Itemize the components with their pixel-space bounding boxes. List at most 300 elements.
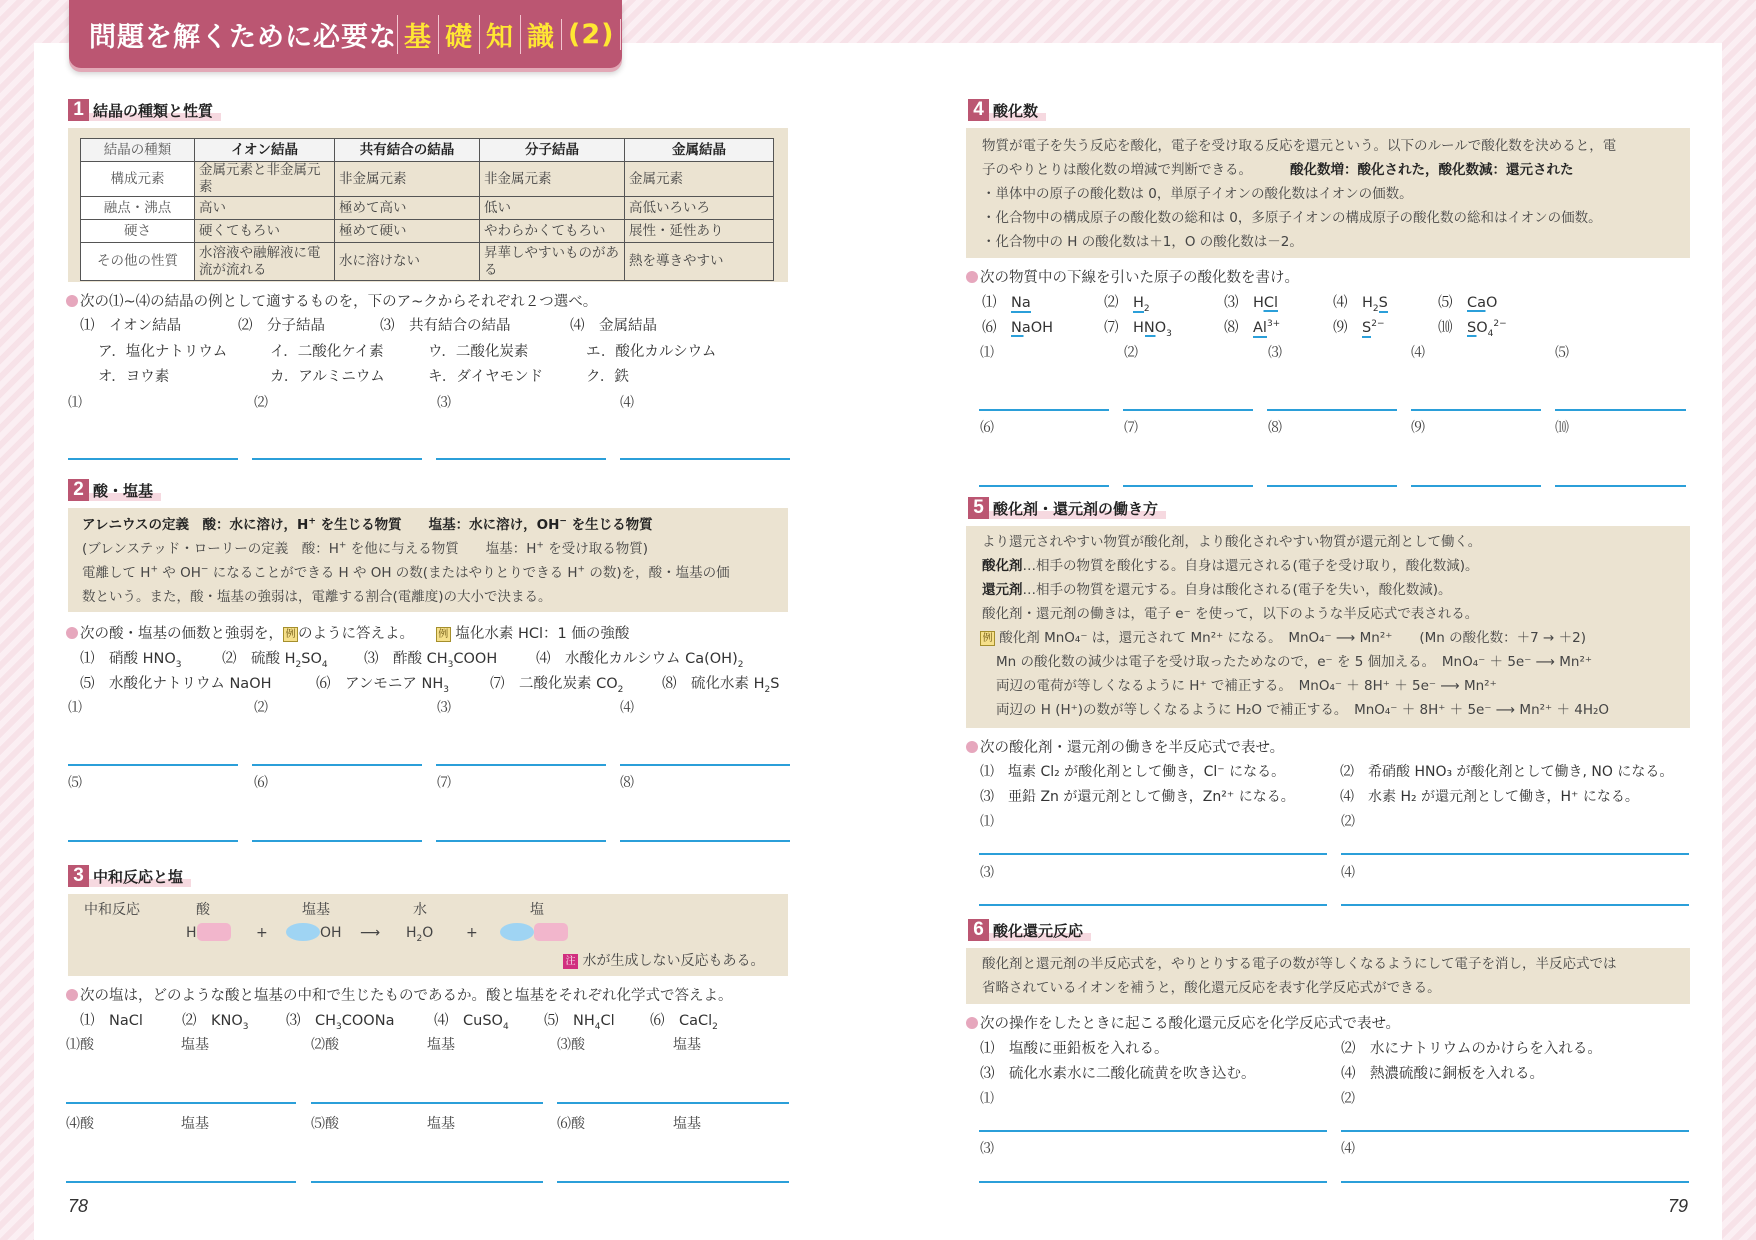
- valence-explanation: [82, 561, 788, 585]
- answer-label: ⑼: [1411, 420, 1425, 436]
- underlined-atom: S: [1362, 320, 1372, 336]
- text: 酸化剤 MnO₄⁻ は，還元されて Mn²⁺ になる。 MnO₄⁻ ⟶ Mn²⁺ (Mn の酸化数：＋7 → ＋2): [999, 630, 1586, 646]
- salt-label: 塩: [530, 902, 544, 918]
- banner-highlight: 礎: [438, 15, 479, 54]
- section-title: 酸化還元反応: [989, 920, 1091, 941]
- subscript: 3: [447, 659, 454, 670]
- note: [563, 949, 764, 973]
- example-icon: 例: [436, 627, 451, 642]
- formula-item: [1224, 291, 1278, 312]
- text: ⑴ 硝酸 HNO: [80, 651, 176, 667]
- question-item: ⑶ 硫化水素水に二酸化硫黄を吹き込む。: [980, 1066, 1256, 1082]
- text: ⑷ CuSO: [434, 1013, 503, 1029]
- example-icon: 例: [980, 631, 995, 646]
- text: …相手の物質を酸化する。自身は還元される(電子を受け取り，酸化数減)。: [1022, 558, 1479, 574]
- table-row: [81, 197, 774, 220]
- bullet-icon: [66, 627, 78, 639]
- question-item: [364, 647, 497, 668]
- text: …相手の物質を還元する。自身は酸化される(電子を失い，酸化数減)。: [1022, 582, 1452, 598]
- text: ⑺ 二酸化炭素 CO: [490, 676, 618, 692]
- bullet-icon: [966, 271, 978, 283]
- formula-item: [982, 291, 1031, 312]
- page-number-right: 79: [1668, 1196, 1689, 1216]
- table-header: 共有結合の結晶: [335, 139, 480, 162]
- answer-line[interactable]: [620, 840, 790, 842]
- item-number: ⑴: [982, 295, 997, 311]
- section-number: 2: [68, 479, 89, 501]
- question-text: のように答えよ。: [298, 626, 436, 642]
- answer-line[interactable]: [66, 1102, 296, 1104]
- example-line: Mn の酸化数の減少は電子を受け取ったためなので，e⁻ を 5 個加える。 MnO₄⁻ ＋ 5e⁻ ⟶ Mn²⁺: [996, 654, 1593, 670]
- question-item: ⑵ 水にナトリウムのかけらを入れる。: [1341, 1041, 1602, 1057]
- text: を生じる物質 塩基：水に溶け，OH: [315, 517, 560, 533]
- answer-line[interactable]: [979, 853, 1327, 855]
- text: SO: [301, 651, 322, 667]
- table-header-row: [81, 139, 774, 162]
- choice: ア．塩化ナトリウム: [98, 344, 228, 360]
- section-number: 5: [968, 497, 989, 519]
- choice: カ．アルミニウム: [270, 369, 385, 385]
- text: Cl: [600, 1013, 615, 1029]
- crystal-table-box: [68, 128, 788, 282]
- answer-label-acid: ⑷酸: [66, 1116, 94, 1132]
- emphasis-text: 酸化剤: [982, 558, 1023, 574]
- subscript: 2: [295, 659, 302, 670]
- section-title: 酸化剤・還元剤の働き方: [989, 498, 1166, 519]
- answer-line[interactable]: [979, 1181, 1327, 1183]
- answer-label: ⑷: [1341, 1141, 1355, 1157]
- table-cell: 高い: [195, 197, 335, 220]
- superscript: +: [150, 564, 158, 575]
- page-banner: [69, 0, 622, 68]
- example-text: 塩化水素 HCl：1 価の強酸: [450, 626, 630, 642]
- water-label: 水: [413, 902, 427, 918]
- answer-label: ⑴: [980, 1091, 994, 1107]
- formula-item: [1438, 291, 1497, 312]
- answer-line[interactable]: [1123, 409, 1253, 411]
- banner-highlight: 識: [520, 15, 561, 54]
- rule: ・単体中の原子の酸化数は 0，単原子イオンの酸化数はイオンの価数。: [982, 186, 1413, 202]
- answer-line[interactable]: [252, 458, 422, 460]
- subscript: 3: [1166, 328, 1172, 339]
- answer-line[interactable]: [1411, 409, 1541, 411]
- text: COOH: [453, 651, 498, 667]
- answer-label: ⑵: [1341, 1091, 1355, 1107]
- table-cell: 高低いろいろ: [625, 197, 774, 220]
- salt-formula: [500, 921, 568, 945]
- answer-label: ⑺: [437, 775, 451, 791]
- superscript: 2−: [1493, 319, 1507, 330]
- superscript: +: [536, 540, 544, 551]
- answer-line[interactable]: [68, 458, 238, 460]
- question-text: 次の酸化剤・還元剤の働きを半反応式で表せ。: [980, 740, 1285, 756]
- plus-sign: +: [256, 925, 268, 941]
- water-formula: [406, 921, 433, 945]
- text: H: [406, 925, 417, 941]
- subscript: 4: [594, 1021, 601, 1032]
- choice: エ．酸化カルシウム: [586, 344, 717, 360]
- superscript: +: [308, 516, 316, 527]
- section-1-heading: [68, 98, 221, 122]
- question-prompt: [66, 290, 597, 311]
- answer-label: ⑹: [980, 420, 994, 436]
- superscript: −: [559, 516, 567, 527]
- arrhenius-definition: [82, 513, 788, 537]
- crystal-table: [80, 138, 774, 281]
- answer-line[interactable]: [68, 840, 238, 842]
- answer-line[interactable]: [979, 1130, 1327, 1132]
- acid-anion-shape: [197, 923, 231, 941]
- answer-label: ⑵: [1124, 345, 1138, 361]
- answer-label: ⑽: [1555, 420, 1569, 436]
- answer-label-acid: ⑴酸: [66, 1037, 94, 1053]
- table-cell: 構成元素: [81, 162, 195, 197]
- item-number: ⑸: [1438, 295, 1453, 311]
- text: ⑸ NH: [544, 1013, 595, 1029]
- table-cell: 金属元素: [625, 162, 774, 197]
- answer-label: ⑺: [1124, 420, 1138, 436]
- formula-item: [1104, 316, 1172, 337]
- item-number: ⑷: [1333, 295, 1348, 311]
- table-cell: 昇華しやすいものがある: [480, 243, 625, 281]
- answer-label: ⑸: [68, 775, 82, 791]
- formula-item: [982, 316, 1053, 337]
- subscript: 4: [502, 1021, 509, 1032]
- redox-agent-box: [966, 526, 1690, 728]
- redox-reaction-box: [966, 948, 1690, 1004]
- question-item: [490, 672, 623, 693]
- subscript: 2: [1372, 303, 1379, 314]
- subscript: 2: [764, 684, 771, 695]
- question-item: ⑶ 亜鉛 Zn が還元剤として働き，Zn²⁺ になる。: [980, 789, 1295, 805]
- item-number: ⑺: [1104, 320, 1119, 336]
- answer-label-base: 塩基: [673, 1116, 701, 1132]
- question-item: [544, 1009, 615, 1030]
- base-label: 塩基: [302, 902, 330, 918]
- answer-line[interactable]: [1341, 1130, 1689, 1132]
- superscript: 2−: [1371, 319, 1385, 330]
- question-item: [662, 672, 779, 693]
- table-header: イオン結晶: [195, 139, 335, 162]
- question-prompt: [66, 984, 733, 1005]
- text: ⑶ CH: [286, 1013, 337, 1029]
- text: ⑷ 水酸化カルシウム Ca(OH): [536, 651, 738, 667]
- section-2-heading: [68, 478, 161, 502]
- acid-base-box: [68, 508, 788, 612]
- acid-anion-shape: [534, 923, 568, 941]
- text: (ブレンステッド・ローリーの定義 酸：H: [82, 541, 339, 557]
- question-item: ⑴ 塩酸に亜鉛板を入れる。: [980, 1041, 1169, 1057]
- box-line: 酸化剤と還元剤の半反応式を，やりとりする電子の数が等しくなるようにして電子を消し，半反応式では: [982, 956, 1617, 972]
- table-cell: 硬さ: [81, 220, 195, 243]
- answer-line[interactable]: [1123, 485, 1253, 487]
- question-text: 次の⑴~⑷の結晶の例として適するものを，下のア~クからそれぞれ２つ選べ。: [80, 294, 598, 310]
- item-number: ⑶: [1224, 295, 1239, 311]
- bullet-icon: [66, 989, 78, 1001]
- neutralization-box: [68, 894, 788, 976]
- table-cell: その他の性質: [81, 243, 195, 281]
- text: 電離して H: [82, 565, 151, 581]
- subscript: 3: [336, 1021, 342, 1032]
- question-item: [222, 647, 328, 668]
- plus-sign: +: [466, 925, 478, 941]
- section-title: 結晶の種類と性質: [89, 100, 221, 121]
- table-row: [81, 243, 774, 281]
- example-line: 両辺の H (H⁺)の数が等しくなるように H₂O で補正する。 MnO₄⁻ ＋ 8H⁺ ＋ 5e⁻ ⟶ Mn²⁺ ＋ 4H₂O: [996, 702, 1610, 718]
- page-number-left: 78: [68, 1196, 89, 1216]
- box-line: より還元されやすい物質が酸化剤，より酸化されやすい物質が還元剤として働く。: [982, 534, 1482, 550]
- answer-line[interactable]: [436, 764, 606, 766]
- table-cell: 非金属元素: [335, 162, 480, 197]
- question-item: [316, 672, 449, 693]
- answer-label: ⑸: [1555, 345, 1569, 361]
- subscript: 3: [175, 659, 182, 670]
- question-item: ⑵ 分子結晶: [238, 318, 325, 334]
- text: S: [770, 676, 780, 692]
- answer-label: ⑹: [254, 775, 268, 791]
- answer-label-base: 塩基: [427, 1116, 455, 1132]
- question-item: ⑶ 共有結合の結晶: [380, 318, 511, 334]
- text: ⑶ 酢酸 CH: [364, 651, 448, 667]
- answer-label: ⑷: [1411, 345, 1425, 361]
- formula-text: H: [1362, 295, 1373, 311]
- answer-line[interactable]: [979, 904, 1327, 906]
- bronsted-definition: [82, 537, 788, 561]
- answer-label: ⑴: [980, 814, 994, 830]
- choice: ウ．二酸化炭素: [428, 344, 529, 360]
- question-prompt: [966, 266, 1299, 287]
- underlined-atom: Al: [1253, 320, 1267, 336]
- answer-label: ⑵: [254, 395, 268, 411]
- text: COONa: [341, 1013, 395, 1029]
- answer-line[interactable]: [557, 1102, 789, 1104]
- answer-line[interactable]: [252, 840, 422, 842]
- answer-label-base: 塩基: [673, 1037, 701, 1053]
- answer-label: ⑶: [980, 865, 994, 881]
- underlined-atom: S: [1378, 295, 1388, 311]
- answer-line[interactable]: [557, 1181, 789, 1183]
- oxidation-number-box: [966, 128, 1690, 258]
- text: や OH: [158, 565, 201, 581]
- choice: イ．二酸化ケイ素: [270, 344, 384, 360]
- formula-item: [1104, 291, 1150, 312]
- text: ⑹ CaCl: [650, 1013, 713, 1029]
- answer-label-base: 塩基: [427, 1037, 455, 1053]
- answer-label: ⑴: [980, 345, 994, 361]
- question-item: ⑴ NaCl: [80, 1013, 143, 1029]
- answer-line[interactable]: [620, 458, 790, 460]
- question-item: [650, 1009, 718, 1030]
- table-cell: 水に溶けない: [335, 243, 480, 281]
- text: ⑵ KNO: [182, 1013, 243, 1029]
- box-line: [982, 554, 1690, 578]
- answer-line[interactable]: [620, 764, 790, 766]
- formula-text: HNO: [1133, 320, 1167, 336]
- answer-line[interactable]: [1341, 904, 1689, 906]
- formula-item: [1333, 291, 1388, 312]
- example-line: [980, 626, 1690, 650]
- answer-line[interactable]: [252, 764, 422, 766]
- item-number: ⑻: [1224, 320, 1239, 336]
- answer-label: ⑵: [254, 700, 268, 716]
- subscript: 4: [1487, 328, 1494, 339]
- answer-label: ⑷: [620, 700, 634, 716]
- table-cell: 硬くてもろい: [195, 220, 335, 243]
- arrow-icon: ⟶: [360, 925, 381, 941]
- formula-item: [1438, 316, 1507, 337]
- answer-label: ⑶: [437, 395, 451, 411]
- choice: キ．ダイヤモンド: [428, 369, 544, 385]
- section-4-heading: [968, 98, 1046, 122]
- section-title: 酸化数: [989, 100, 1046, 121]
- question-item: ⑴ 塩素 Cl₂ が酸化剤として働き，Cl⁻ になる。: [980, 764, 1286, 780]
- question-item: ⑷ 金属結晶: [570, 318, 657, 334]
- text: を受け取る物質): [543, 541, 648, 557]
- question-item: [434, 1009, 509, 1030]
- answer-label: ⑻: [1268, 420, 1282, 436]
- table-cell: やわらかくてもろい: [480, 220, 625, 243]
- formula-item: [1333, 316, 1385, 337]
- bullet-icon: [66, 295, 78, 307]
- table-cell: 非金属元素: [480, 162, 625, 197]
- box-line: 物質が電子を失う反応を酸化，電子を受け取る反応を還元という。以下のルールで酸化数を決めると，電: [982, 138, 1617, 154]
- section-5-heading: [968, 496, 1166, 520]
- answer-label-acid: ⑶酸: [557, 1037, 585, 1053]
- box-line: 省略されているイオンを補うと，酸化還元反応を表す化学反応式ができる。: [982, 980, 1441, 996]
- answer-line[interactable]: [1555, 485, 1686, 487]
- text: O: [422, 925, 434, 941]
- question-text: 次の操作をしたときに起こる酸化還元反応を化学反応式で表せ。: [980, 1016, 1401, 1032]
- section-number: 3: [68, 865, 89, 887]
- table-cell: 水溶液や融解液に電流が流れる: [195, 243, 335, 281]
- subscript: 2: [737, 659, 744, 670]
- underlined-atom: H: [1133, 295, 1144, 311]
- formula-item: [1224, 316, 1280, 337]
- example-icon: 例: [283, 627, 298, 642]
- question-item: ⑵ 希硝酸 HNO₃ が酸化剤として働き, NO になる。: [1340, 764, 1674, 780]
- underlined-atom: Na: [1011, 295, 1031, 311]
- question-prompt: [966, 1012, 1400, 1033]
- question-item: ⑴ イオン結晶: [80, 318, 182, 334]
- text: ⑵ 硫酸 H: [222, 651, 296, 667]
- answer-label: ⑴: [68, 395, 82, 411]
- answer-line[interactable]: [1411, 485, 1541, 487]
- banner-highlight: (2): [561, 19, 621, 50]
- answer-line[interactable]: [1267, 485, 1397, 487]
- table-cell: 極めて硬い: [335, 220, 480, 243]
- table-cell: 展性・延性あり: [625, 220, 774, 243]
- answer-line[interactable]: [436, 458, 606, 460]
- section-3-heading: [68, 864, 191, 888]
- question-text: 次の酸・塩基の価数と強弱を，: [80, 626, 283, 642]
- formula-text: SO: [1467, 320, 1488, 336]
- table-header: 金属結晶: [625, 139, 774, 162]
- emphasis-text: 酸化数増：酸化された，酸化数減：還元された: [1290, 162, 1574, 178]
- text: ⑻ 硫化水素 H: [662, 676, 765, 692]
- question-item: ⑷ 水素 H₂ が還元剤として働き，H⁺ になる。: [1340, 789, 1639, 805]
- item-number: ⑹: [982, 320, 997, 336]
- superscript: +: [577, 564, 586, 575]
- rule: ・化合物中の H の酸化数は＋1，O の酸化数は－2。: [982, 234, 1303, 250]
- answer-line[interactable]: [311, 1102, 543, 1104]
- answer-line[interactable]: [311, 1181, 543, 1183]
- emphasis-text: 還元剤: [982, 582, 1023, 598]
- text: ⑹ アンモニア NH: [316, 676, 444, 692]
- box-line: 酸化剤・還元剤の働きは，電子 e⁻ を使って，以下のような半反応式で表される。: [982, 606, 1479, 622]
- answer-line[interactable]: [1555, 409, 1686, 411]
- table-cell: 極めて高い: [335, 197, 480, 220]
- note-text: 水が生成しない反応もある。: [582, 953, 765, 969]
- answer-line[interactable]: [66, 1181, 296, 1183]
- base-cation-shape: [500, 923, 534, 941]
- section-number: 4: [968, 99, 989, 121]
- table-header: 結晶の種類: [81, 139, 195, 162]
- reaction-label: 中和反応: [84, 902, 140, 918]
- banner-highlight: 基: [397, 15, 438, 54]
- superscript: +: [338, 540, 347, 551]
- acid-label: 酸: [196, 902, 210, 918]
- box-line: [982, 158, 1690, 182]
- text: になることができる H や OH の数(またはやりとりできる H: [208, 565, 578, 581]
- item-number: ⑽: [1438, 320, 1453, 336]
- superscript: 3+: [1266, 319, 1281, 330]
- question-item: [536, 647, 743, 668]
- bullet-icon: [966, 1017, 978, 1029]
- answer-label: ⑻: [620, 775, 634, 791]
- subscript: 4: [321, 659, 328, 670]
- question-item: ⑷ 熱濃硫酸に銅板を入れる。: [1341, 1066, 1544, 1082]
- section-number: 6: [968, 919, 989, 941]
- rule: ・化合物中の構成原子の酸化数の総和は 0，多原子イオンの構成原子の酸化数の総和はイオンの価数。: [982, 210, 1602, 226]
- answer-line[interactable]: [979, 485, 1109, 487]
- item-number: ⑵: [1104, 295, 1119, 311]
- text: を他に与える物質 塩基：H: [346, 541, 537, 557]
- answer-line[interactable]: [1341, 853, 1689, 855]
- table-header: 分子結晶: [480, 139, 625, 162]
- answer-label: ⑶: [437, 700, 451, 716]
- question-prompt: [66, 622, 629, 643]
- text: アレニウスの定義 酸：水に溶け，H: [82, 517, 309, 533]
- answer-line[interactable]: [68, 764, 238, 766]
- base-formula: [286, 921, 342, 945]
- answer-line[interactable]: [979, 409, 1109, 411]
- formula-text: NaOH: [1011, 320, 1054, 336]
- text: を生じる物質: [566, 517, 653, 533]
- table-cell: 低い: [480, 197, 625, 220]
- choice: ク．鉄: [586, 369, 629, 385]
- answer-line[interactable]: [436, 840, 606, 842]
- table-row: [81, 220, 774, 243]
- table-cell: 熱を導きやすい: [625, 243, 774, 281]
- answer-label-acid: ⑸酸: [311, 1116, 339, 1132]
- banner-title: 問題を解くために必要な: [89, 21, 397, 53]
- answer-label: ⑵: [1341, 814, 1355, 830]
- answer-label-acid: ⑹酸: [557, 1116, 585, 1132]
- text: 子のやりとりは酸化数の増減で判断できる。: [982, 162, 1252, 178]
- formula-text: CaO: [1467, 295, 1498, 311]
- answer-line[interactable]: [1341, 1181, 1689, 1183]
- answer-label: ⑴: [68, 700, 82, 716]
- answer-line[interactable]: [1267, 409, 1397, 411]
- question-item: ⑸ 水酸化ナトリウム NaOH: [80, 676, 272, 692]
- example-line: 両辺の電荷が等しくなるように H⁺ で補正する。 MnO₄⁻ ＋ 8H⁺ ＋ 5e⁻ ⟶ Mn²⁺: [996, 678, 1497, 694]
- answer-label: ⑶: [980, 1141, 994, 1157]
- answer-label-base: 塩基: [181, 1037, 209, 1053]
- superscript: −: [200, 564, 209, 575]
- base-cation-shape: [286, 923, 320, 941]
- section-title: 酸・塩基: [89, 480, 161, 501]
- note-icon: 注: [563, 954, 578, 969]
